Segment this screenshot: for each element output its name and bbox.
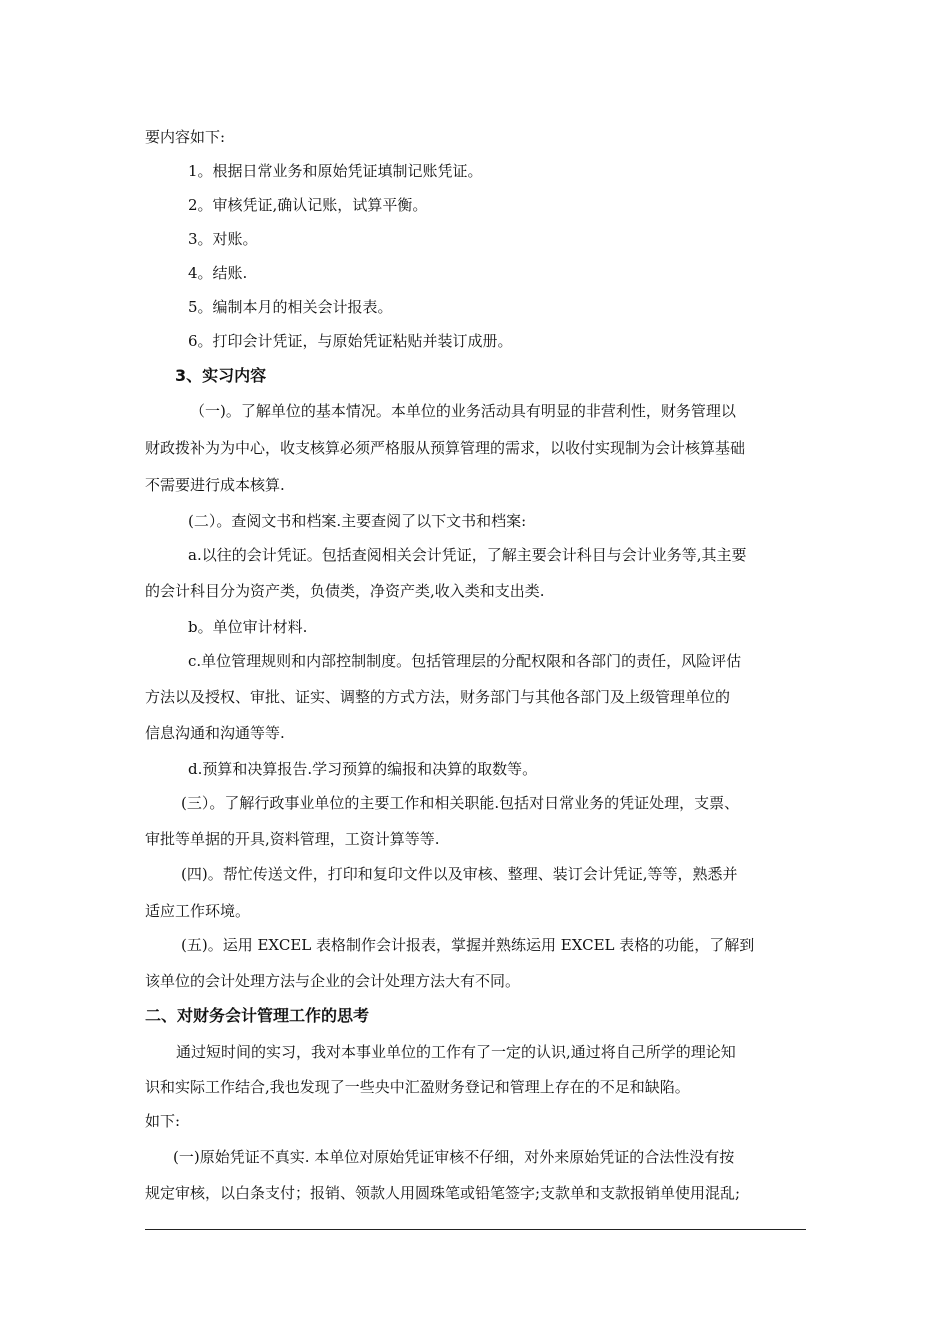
paragraph-line: (四)。帮忙传送文件，打印和复印文件以及审核、整理、装订会计凭证,等等，熟悉并 — [181, 865, 738, 883]
list-item: 4。结账. — [188, 264, 248, 282]
list-item: 1。根据日常业务和原始凭证填制记账凭证。 — [188, 162, 483, 180]
paragraph-line: 识和实际工作结合,我也发现了一些央中汇盈财务登记和管理上存在的不足和缺陷。 — [145, 1078, 690, 1096]
paragraph-line: 信息沟通和沟通等等. — [145, 724, 285, 742]
paragraph-line: (三）。了解行政事业单位的主要工作和相关职能.包括对日常业务的凭证处理，支票、 — [181, 794, 740, 812]
paragraph-line: 不需要进行成本核算. — [145, 476, 285, 494]
paragraph-line: 审批等单据的开具,资料管理，工资计算等等. — [145, 830, 440, 848]
list-item: 2。审核凭证,确认记账，试算平衡。 — [188, 196, 428, 214]
paragraph-line: (五)。运用 EXCEL 表格制作会计报表，掌握并熟练运用 EXCEL 表格的功能，了解到 — [181, 936, 755, 954]
paragraph-line: 财政拨补为为中心，收支核算必须严格服从预算管理的需求，以收付实现制为会计核算基础 — [145, 439, 746, 457]
section-heading: 二、对财务会计管理工作的思考 — [145, 1006, 370, 1025]
paragraph-line: 通过短时间的实习，我对本事业单位的工作有了一定的认识,通过将自己所学的理论知 — [176, 1043, 736, 1061]
paragraph-line: a.以往的会计凭证。包括查阅相关会计凭证，了解主要会计科目与会计业务等,其主要 — [188, 546, 747, 564]
paragraph-line: (二）。查阅文书和档案.主要查阅了以下文书和档案: — [188, 512, 527, 530]
footer-rule — [145, 1229, 806, 1230]
paragraph-line: 该单位的会计处理方法与企业的会计处理方法大有不同。 — [145, 972, 521, 990]
paragraph-line: b。单位审计材料. — [188, 618, 308, 636]
paragraph-line: 规定审核，以白条支付；报销、领款人用圆珠笔或铅笔签字;支款单和支款报销单使用混乱; — [145, 1184, 741, 1202]
intro-text: 要内容如下: — [145, 128, 226, 146]
paragraph-line: c.单位管理规则和内部控制制度。包括管理层的分配权限和各部门的责任，风险评估 — [188, 652, 742, 670]
paragraph-line: 如下: — [145, 1112, 181, 1130]
paragraph-line: (一)原始凭证不真实. 本单位对原始凭证审核不仔细，对外来原始凭证的合法性没有按 — [173, 1148, 735, 1166]
list-item: 5。编制本月的相关会计报表。 — [188, 298, 393, 316]
paragraph-line: 适应工作环境。 — [145, 902, 251, 920]
list-item: 3。对账。 — [188, 230, 258, 248]
paragraph-line: d.预算和决算报告.学习预算的编报和决算的取数等。 — [188, 760, 538, 778]
list-item: 6。打印会计凭证，与原始凭证粘贴并装订成册。 — [188, 332, 513, 350]
paragraph-line: （一)。了解单位的基本情况。本单位的业务活动具有明显的非营利性，财务管理以 — [190, 402, 736, 420]
paragraph-line: 方法以及授权、审批、证实、调整的方式方法，财务部门与其他各部门及上级管理单位的 — [145, 688, 731, 706]
section-heading: 3、实习内容 — [175, 366, 267, 385]
paragraph-line: 的会计科目分为资产类，负债类，净资产类,收入类和支出类. — [145, 582, 545, 600]
